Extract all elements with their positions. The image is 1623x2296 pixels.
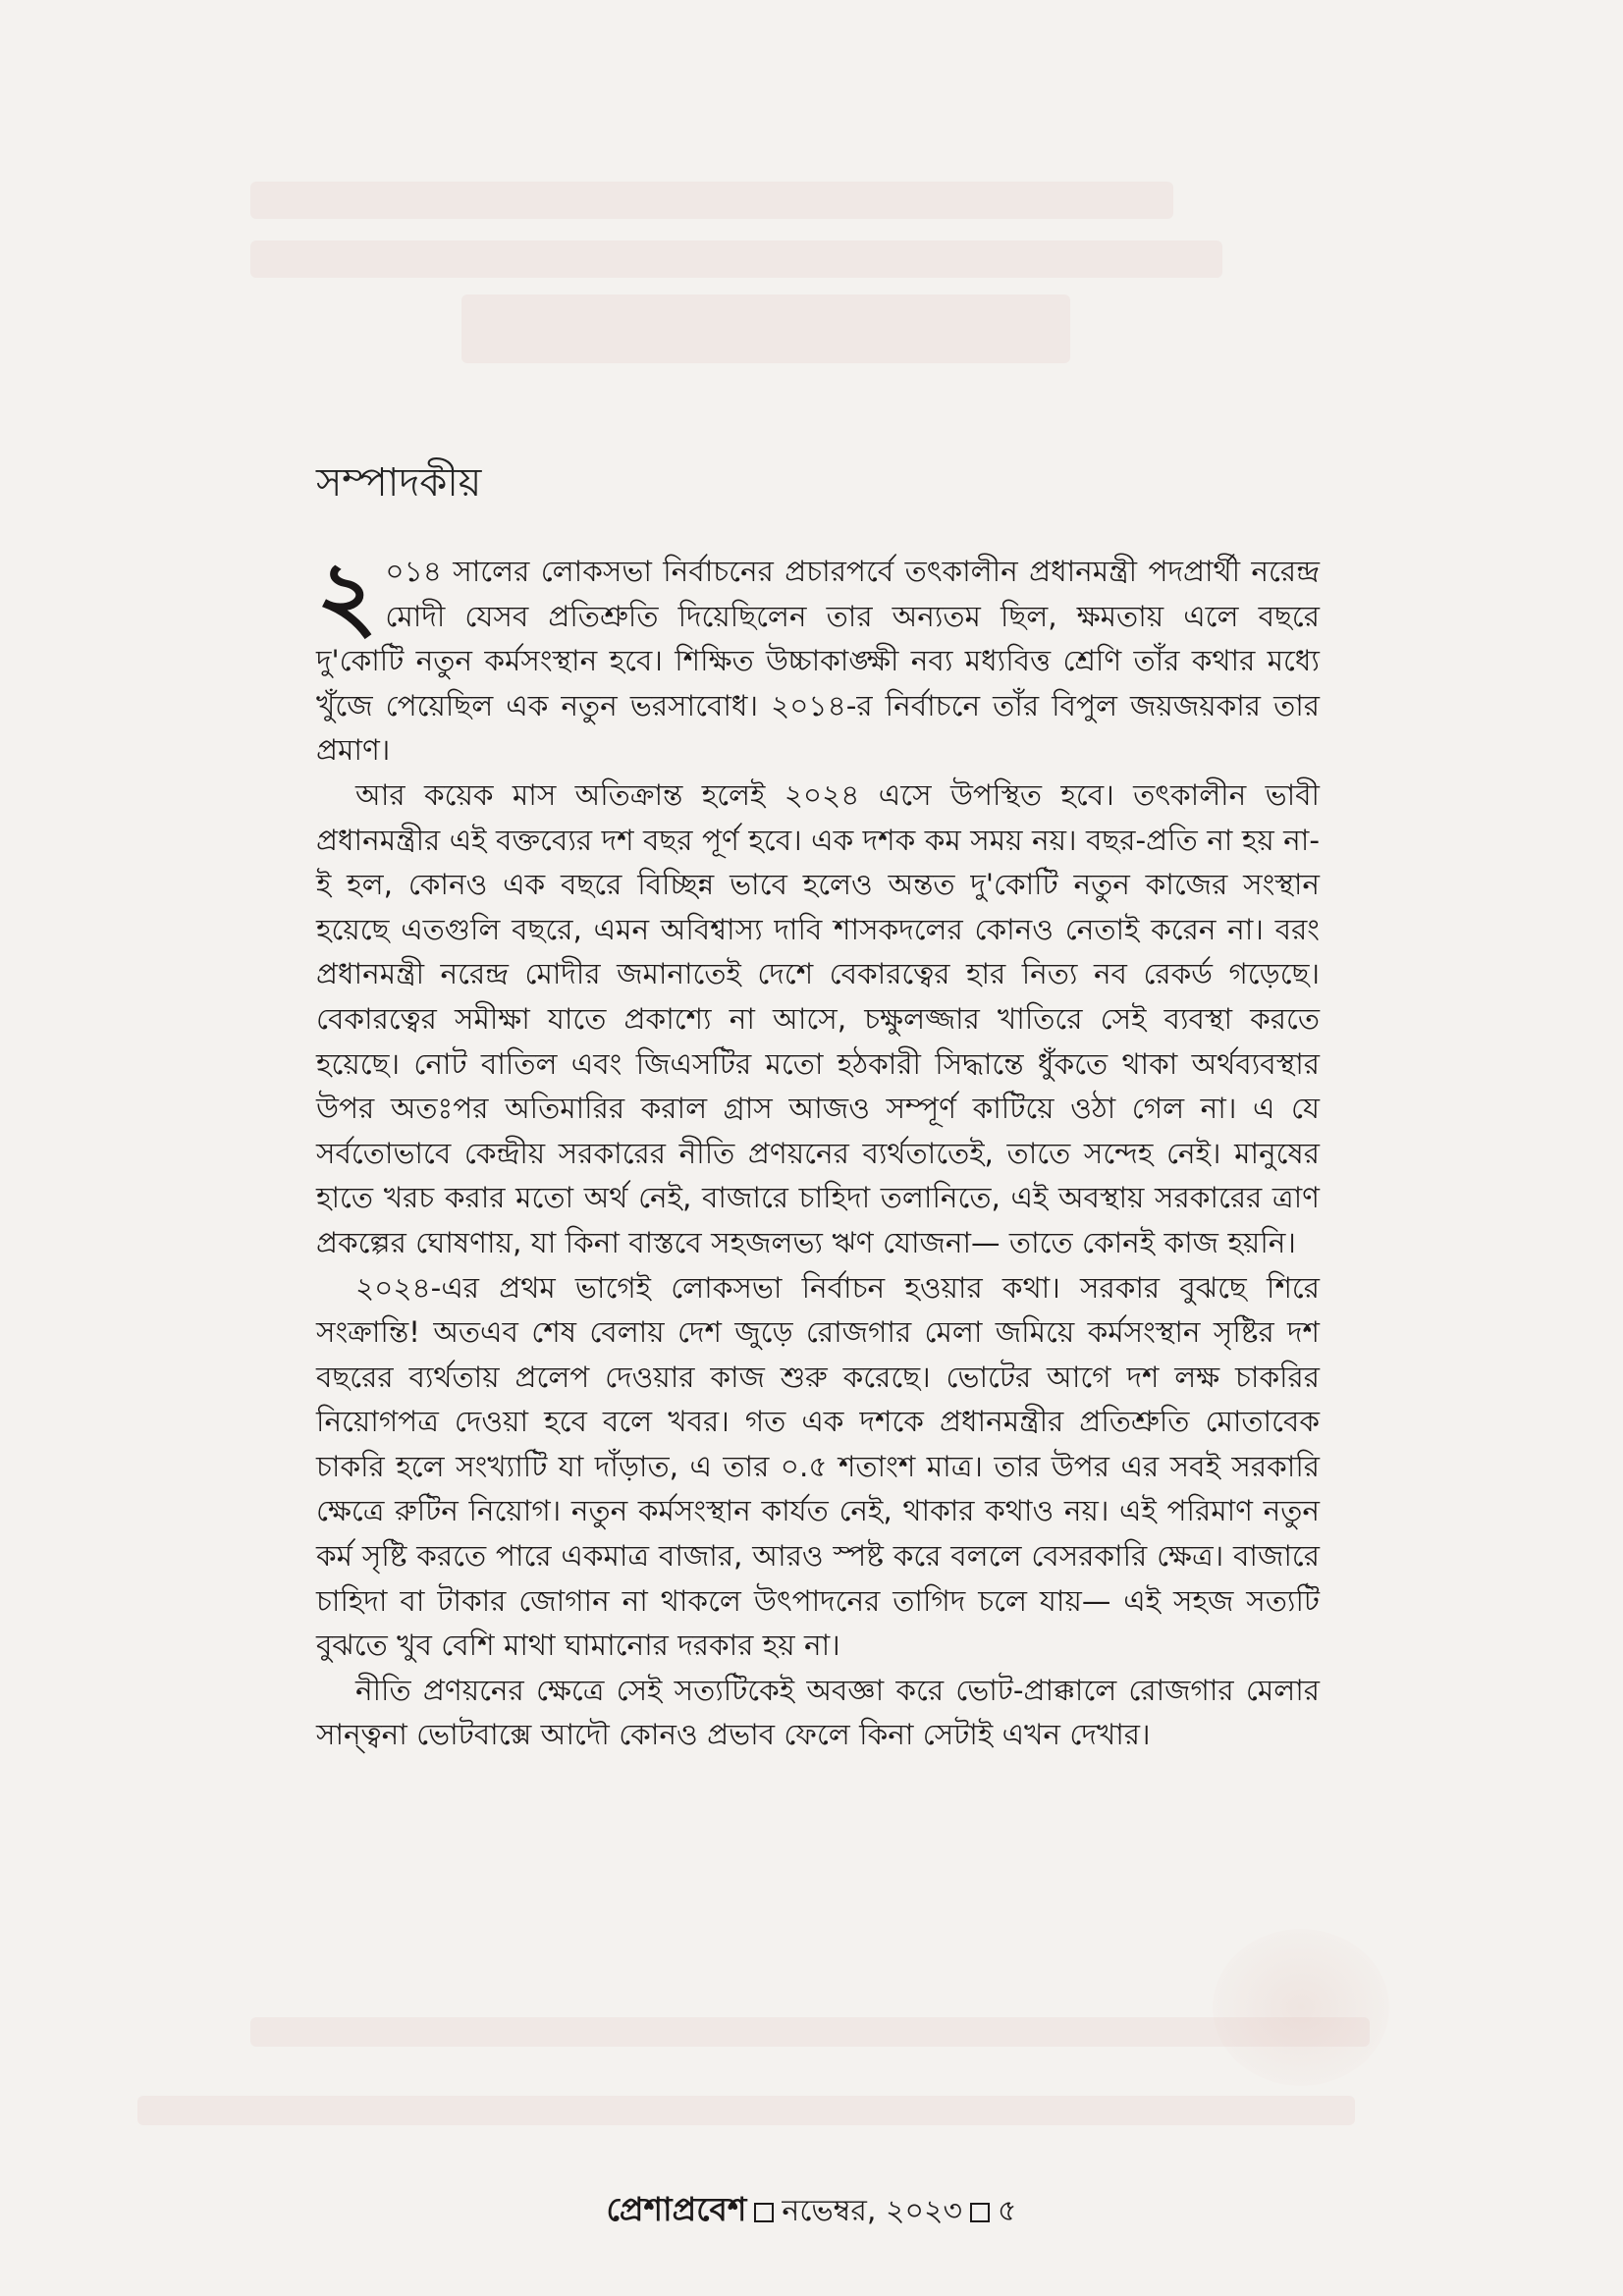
paragraph-1-text: ০১৪ সালের লোকসভা নির্বাচনের প্রচারপর্বে তৎকালীন প্রধানমন্ত্রী পদপ্রার্থী নরেন্দ্র মোদী যেসব প্রতিশ্রুতি দিয়েছিলেন তার অন্যতম ছিল, ক্ষমতায় এলে বছরে দু'কোটি নতুন কর্মসংস্থান হবে। শিক্ষিত উচ্চাকাঙ্ক্ষী নব্য মধ্যবিত্ত শ্রেণি তাঁর কথার মধ্যে খুঁজে পেয়েছিল এক নতুন ভরসাবোধ। ২০১৪-র নির্বাচনে তাঁর বিপুল জয়জয়কার তার প্রমাণ। (316, 555, 1320, 768)
editorial-heading: সম্পাদকীয় (316, 460, 482, 506)
issue-date: নভেম্বর, ২০২৩ (782, 2194, 963, 2228)
page-footer (0, 2184, 1623, 2239)
separator-box (970, 2203, 990, 2222)
paragraph-3: ২০২৪-এর প্রথম ভাগেই লোকসভা নির্বাচন হওয়ার কথা। সরকার বুঝছে শিরে সংক্রান্তি! অতএব শেষ বেলায় দেশ জুড়ে রোজগার মেলা জমিয়ে কর্মসংস্থান সৃষ্টির দশ বছরের ব্যর্থতায় প্রলেপ দেওয়ার কাজ শুরু করেছে। ভোটের আগে দশ লক্ষ চাকরির নিয়োগপত্র দেওয়া হবে বলে খবর। গত এক দশকে প্রধানমন্ত্রীর প্রতিশ্রুতি মোতাবেক চাকরি হলে সংখ্যাটি যা দাঁড়াত, এ তার ০.৫ শতাংশ মাত্র। তার উপর এর সবই সরকারি ক্ষেত্রে রুটিন নিয়োগ। নতুন কর্মসংস্থান কার্যত নেই, থাকার কথাও নয়। এই পরিমাণ নতুন কর্ম সৃষ্টি করতে পারে একমাত্র বাজার, আরও স্পষ্ট করে বললে বেসরকারি ক্ষেত্র। বাজারে চাহিদা বা টাকার জোগান না থাকলে উৎপাদনের তাগিদ চলে যায়— এই সহজ সত্যটি বুঝতে খুব বেশি মাথা ঘামানোর দরকার হয় না। (316, 1270, 1320, 1663)
paragraph-1 (316, 541, 1320, 774)
drop-cap: ২ (316, 541, 378, 651)
paragraph-4: নীতি প্রণয়নের ক্ষেত্রে সেই সত্যটিকেই অবজ্ঞা করে ভোট-প্রাক্কালে রোজগার মেলার সান্ত্বনা ভোটবাক্সে আদৌ কোনও প্রভাব ফেলে কিনা সেটাই এখন দেখার। (316, 1673, 1320, 1752)
paragraph-2: আর কয়েক মাস অতিক্রান্ত হলেই ২০২৪ এসে উপস্থিত হবে। তৎকালীন ভাবী প্রধানমন্ত্রীর এই বক্তব্যের দশ বছর পূর্ণ হবে। এক দশক কম সময় নয়। বছর-প্রতি না হয় না-ই হল, কোনও এক বছরে বিচ্ছিন্ন ভাবে হলেও অন্তত দু'কোটি নতুন কাজের সংস্থান হয়েছে এতগুলি বছরে, এমন অবিশ্বাস্য দাবি শাসকদলের কোনও নেতাই করেন না। বরং প্রধানমন্ত্রী নরেন্দ্র মোদীর জমানাতেই দেশে বেকারত্বের হার নিত্য নব রেকর্ড গড়েছে। বেকারত্বের সমীক্ষা যাতে প্রকাশ্যে না আসে, চক্ষুলজ্জার খাতিরে সেই ব্যবস্থা করতে হয়েছে। নোট বাতিল এবং জিএসটির মতো হঠকারী সিদ্ধান্তে ধুঁকতে থাকা অর্থব্যবস্থার উপর অতঃপর অতিমারির করাল গ্রাস আজও সম্পূর্ণ কাটিয়ে ওঠা গেল না। এ যে সর্বতোভাবে কেন্দ্রীয় সরকারের নীতি প্রণয়নের ব্যর্থতাতেই, তাতে সন্দেহ নেই। মানুষের হাতে খরচ করার মতো অর্থ নেই, বাজারে চাহিদা তলানিতে, এই অবস্থায় সরকারের ত্রাণ প্রকল্পের ঘোষণায়, যা কিনা বাস্তবে সহজলভ্য ঋণ যোজনা— তাতে কোনই কাজ হয়নি। (316, 777, 1320, 1259)
bleed-through-line (250, 240, 1222, 278)
bleed-through-line (250, 2017, 1370, 2047)
separator-box (754, 2203, 774, 2222)
editorial-body (316, 541, 1320, 1758)
page-number: ৫ (998, 2194, 1017, 2228)
bleed-through-line (461, 294, 1070, 363)
magazine-name: প্রেশাপ্রবেশ (606, 2190, 747, 2228)
bleed-through-line (137, 2096, 1355, 2125)
bleed-through-line (250, 182, 1173, 219)
stamp-bleed-through (1213, 1929, 1389, 2086)
